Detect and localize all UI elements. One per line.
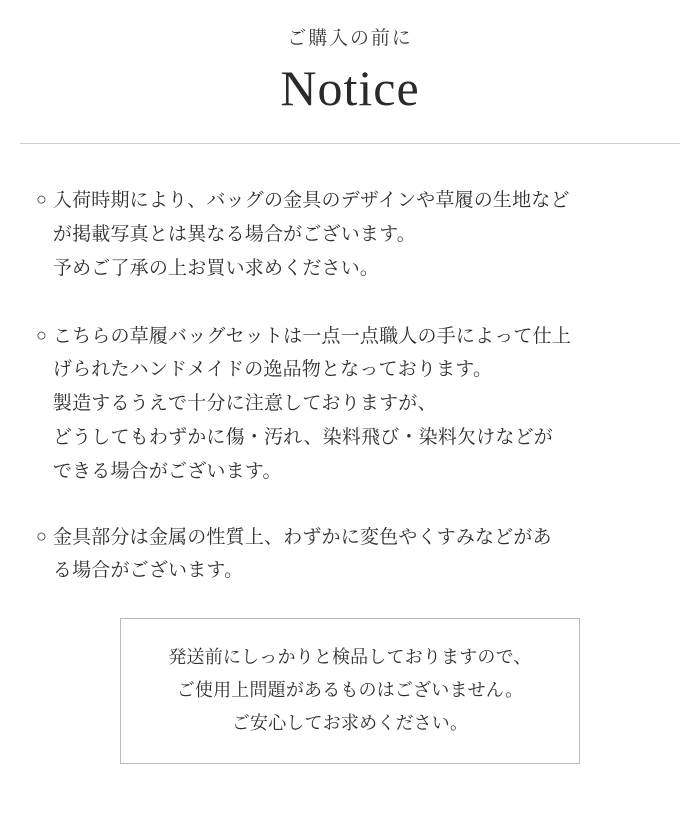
page-header bbox=[0, 0, 700, 144]
notice-list bbox=[0, 144, 700, 588]
text-line: が掲載写真とは異なる場合がございます。 bbox=[52, 223, 416, 245]
bullet-marker: ○ bbox=[36, 324, 47, 345]
page-title: Notice bbox=[280, 59, 420, 116]
callout-wrapper bbox=[0, 618, 700, 764]
callout-line: ご使用上問題があるものはございません。 bbox=[176, 679, 524, 700]
text-line: る場合がございます。 bbox=[52, 560, 244, 582]
text-line: できる場合がございます。 bbox=[52, 460, 282, 482]
header-kicker: ご購入の前に bbox=[287, 28, 413, 49]
text-line: 予めご了承の上お買い求めください。 bbox=[52, 257, 380, 279]
list-item bbox=[36, 521, 664, 589]
list-item-text bbox=[53, 184, 664, 285]
text-line: こちらの草履バッグセットは一点一点職人の手によって仕上 bbox=[52, 325, 572, 347]
list-item bbox=[36, 320, 664, 489]
bullet-marker: ○ bbox=[36, 189, 47, 210]
bullet-marker: ○ bbox=[36, 525, 47, 546]
text-line: 入荷時期により、バッグの金具のデザインや草履の生地など bbox=[52, 190, 570, 212]
list-item-text bbox=[53, 320, 664, 489]
callout-line: ご安心してお求めください。 bbox=[231, 712, 469, 733]
assurance-callout bbox=[120, 618, 580, 764]
list-item-text bbox=[53, 521, 664, 589]
list-item bbox=[36, 184, 664, 285]
text-line: どうしてもわずかに傷・汚れ、染料飛び・染料欠けなどが bbox=[52, 426, 553, 448]
callout-line: 発送前にしっかりと検品しておりますので、 bbox=[168, 647, 532, 668]
text-line: 製造するうえで十分に注意しておりますが、 bbox=[52, 393, 437, 415]
text-line: 金具部分は金属の性質上、わずかに変色やくすみなどがあ bbox=[52, 526, 552, 548]
text-line: げられたハンドメイドの逸品物となっております。 bbox=[52, 359, 493, 381]
